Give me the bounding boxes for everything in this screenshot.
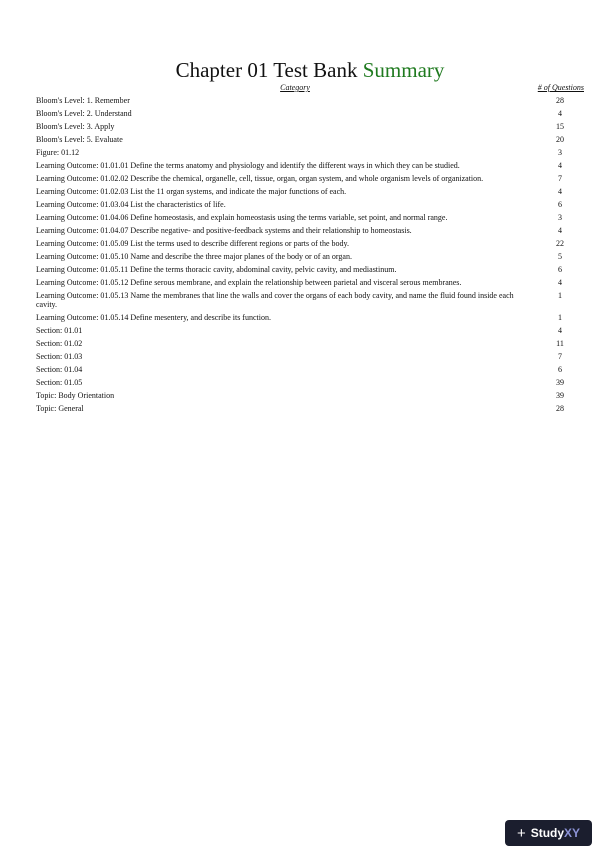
table-row: [36, 403, 584, 416]
row-count: 1: [558, 291, 562, 300]
row-category: Learning Outcome: 01.04.06 Define homeostasis, and explain homeostasis using the terms variable, set point, and normal range.: [36, 213, 448, 222]
row-count: 4: [558, 226, 562, 235]
table-row: [36, 390, 584, 403]
row-category: Learning Outcome: 01.05.12 Define serous membrane, and explain the relationship between parietal and visceral serous membranes.: [36, 278, 462, 287]
row-count: 20: [556, 135, 564, 144]
table-row: [36, 377, 584, 390]
row-count: 3: [558, 148, 562, 157]
row-count: 4: [558, 109, 562, 118]
row-count: 4: [558, 161, 562, 170]
row-count: 28: [556, 96, 564, 105]
row-category: Learning Outcome: 01.03.04 List the characteristics of life.: [36, 200, 226, 209]
column-header-count: # of Questions: [537, 83, 584, 92]
row-category: Learning Outcome: 01.05.10 Name and describe the three major planes of the body or of an organ.: [36, 252, 352, 261]
row-count: 7: [558, 352, 562, 361]
row-category: Learning Outcome: 01.01.01 Define the terms anatomy and physiology and identify the different ways in which they can be studied.: [36, 161, 460, 170]
table-row: [36, 277, 584, 290]
row-count: 6: [558, 200, 562, 209]
row-category: Learning Outcome: 01.02.03 List the 11 organ systems, and indicate the major functions of each.: [36, 187, 347, 196]
document-page: [36, 0, 584, 416]
row-category: Learning Outcome: 01.05.13 Name the membranes that line the walls and cover the organs of each body cavity, and name the fluid found inside each cavity.: [36, 291, 514, 309]
row-count: 28: [556, 404, 564, 413]
table-row: [36, 147, 584, 160]
table-row: [36, 338, 584, 351]
table-row: [36, 312, 584, 325]
row-category: Bloom's Level: 2. Understand: [36, 109, 132, 118]
table-row: [36, 251, 584, 264]
table-row: [36, 225, 584, 238]
row-count: 6: [558, 265, 562, 274]
row-category: Bloom's Level: 5. Evaluate: [36, 135, 123, 144]
row-category: Section: 01.03: [36, 352, 83, 361]
table-row: [36, 351, 584, 364]
row-category: Figure: 01.12: [36, 148, 80, 157]
table-row: [36, 95, 584, 108]
row-count: 39: [556, 391, 564, 400]
table-row: [36, 134, 584, 147]
row-count: 4: [558, 326, 562, 335]
table-row: [36, 173, 584, 186]
column-header-category: Category: [280, 83, 310, 92]
table-header: [36, 83, 584, 93]
table-row: [36, 325, 584, 338]
row-count: 5: [558, 252, 562, 261]
row-count: 7: [558, 174, 562, 183]
row-category: Section: 01.02: [36, 339, 83, 348]
row-count: 39: [556, 378, 564, 387]
table-row: [36, 108, 584, 121]
table-row: [36, 121, 584, 134]
table-row: [36, 364, 584, 377]
row-category: Learning Outcome: 01.04.07 Describe negative- and positive-feedback systems and their relationship to homeostasis.: [36, 226, 412, 235]
row-count: 3: [558, 213, 562, 222]
row-count: 4: [558, 278, 562, 287]
row-count: 4: [558, 187, 562, 196]
row-category: Section: 01.04: [36, 365, 83, 374]
row-category: Topic: Body Orientation: [36, 391, 115, 400]
row-category: Bloom's Level: 3. Apply: [36, 122, 115, 131]
table-row: [36, 238, 584, 251]
row-category: Learning Outcome: 01.05.09 List the terms used to describe different regions or parts of the body.: [36, 239, 350, 248]
table-row: [36, 290, 584, 312]
table-row: [36, 160, 584, 173]
row-count: 11: [556, 339, 564, 348]
table-row: [36, 186, 584, 199]
row-count: 1: [558, 313, 562, 322]
plus-icon: +: [516, 824, 526, 842]
row-category: Bloom's Level: 1. Remember: [36, 96, 130, 105]
table-row: [36, 264, 584, 277]
row-count: 6: [558, 365, 562, 374]
row-category: Learning Outcome: 01.05.14 Define mesentery, and describe its function.: [36, 313, 271, 322]
summary-table: [36, 95, 584, 416]
table-row: [36, 199, 584, 212]
title-accent: Summary: [362, 58, 445, 82]
row-count: 15: [556, 122, 564, 131]
row-category: Section: 01.01: [36, 326, 83, 335]
row-category: Learning Outcome: 01.05.11 Define the terms thoracic cavity, abdominal cavity, pelvic cavity, and mediastinum.: [36, 265, 397, 274]
studyxy-logo: + Study XY: [505, 820, 592, 846]
table-row: [36, 212, 584, 225]
row-category: Section: 01.05: [36, 378, 83, 387]
row-category: Topic: General: [36, 404, 84, 413]
row-count: 22: [556, 239, 564, 248]
row-category: Learning Outcome: 01.02.02 Describe the chemical, organelle, cell, tissue, organ, organ system, and whole organism levels of organization.: [36, 174, 484, 183]
page-title: Chapter 01 Test Bank Summary: [175, 58, 445, 82]
